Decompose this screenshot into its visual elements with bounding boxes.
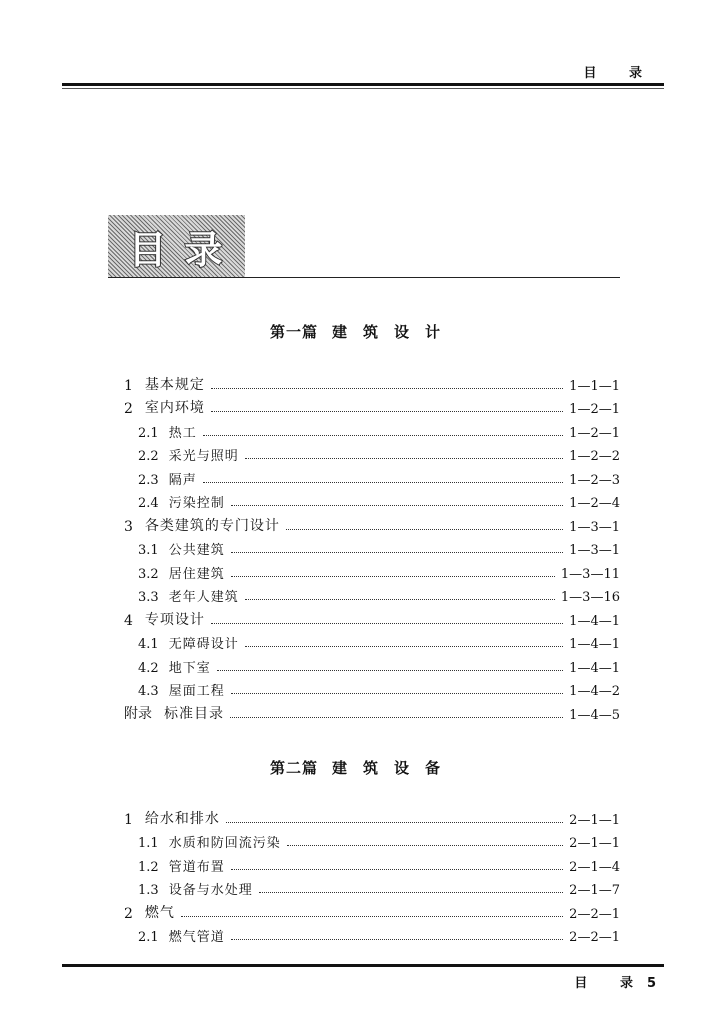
part1-prefix: 第一篇 (269, 323, 318, 341)
toc-entry-label: 室内环境 (144, 400, 205, 416)
toc-entry-number: 1.1 (138, 836, 159, 851)
toc-entry-label: 老年人建筑 (168, 590, 239, 605)
toc-entry (124, 417, 620, 441)
toc-entry-number: 4.2 (138, 660, 159, 676)
toc-entry (124, 558, 620, 582)
toc-entry-number: 2.1 (138, 425, 159, 441)
toc-entry-label: 设备与水处理 (168, 883, 253, 898)
toc-entry-page: 1—2—4 (569, 496, 620, 511)
part2-toc (124, 804, 620, 945)
toc-entry-label: 居住建筑 (168, 566, 225, 582)
footer-title: 目 录 (574, 976, 647, 991)
toc-entry (124, 582, 620, 606)
toc-entry (124, 629, 620, 653)
toc-entry (124, 511, 620, 535)
toc-entry-label: 地下室 (168, 660, 211, 676)
toc-leader-dots (245, 458, 563, 459)
running-footer (574, 972, 656, 991)
toc-entry-number: 3.3 (138, 590, 159, 605)
toc-leader-dots (231, 869, 563, 870)
toc-entry-page: 1—3—1 (569, 519, 620, 535)
toc-entry (124, 441, 620, 465)
contents-banner (108, 215, 245, 278)
toc-entry (124, 535, 620, 559)
toc-leader-dots (230, 717, 563, 718)
toc-entry (124, 652, 620, 676)
toc-entry-label: 管道布置 (168, 859, 225, 875)
toc-entry (124, 851, 620, 875)
toc-entry-label: 无障碍设计 (168, 637, 239, 652)
toc-entry-page: 1—2—1 (569, 425, 620, 441)
toc-leader-dots (203, 482, 563, 483)
toc-leader-dots (211, 623, 563, 624)
toc-entry-page: 1—2—1 (569, 402, 620, 417)
toc-leader-dots (217, 670, 563, 671)
toc-entry-number: 3.2 (138, 566, 159, 582)
footer-rule (62, 964, 664, 967)
toc-entry-page: 1—2—2 (569, 449, 620, 464)
toc-leader-dots (231, 552, 563, 553)
toc-entry-number: 4.1 (138, 637, 159, 652)
toc-entry-label: 基本规定 (144, 376, 205, 393)
toc-leader-dots (226, 822, 563, 823)
toc-leader-dots (231, 693, 563, 694)
toc-entry-number: 2.1 (138, 930, 159, 945)
toc-entry-number: 2.2 (138, 449, 159, 464)
part2-title: 建筑设备 (332, 759, 457, 777)
toc-leader-dots (245, 599, 555, 600)
toc-entry (124, 464, 620, 488)
banner-underline (108, 277, 620, 278)
part1-toc (124, 370, 620, 723)
toc-leader-dots (211, 411, 563, 412)
toc-entry (124, 488, 620, 512)
toc-entry-label: 燃气 (144, 904, 175, 921)
toc-leader-dots (231, 505, 563, 506)
toc-entry-number: 1.2 (138, 859, 159, 875)
toc-entry-label: 采光与照明 (168, 449, 239, 464)
toc-entry-label: 燃气管道 (168, 930, 225, 945)
toc-entry-number: 2 (124, 401, 133, 417)
toc-entry-number: 2.3 (138, 472, 159, 488)
toc-entry-label: 污染控制 (168, 496, 225, 511)
toc-entry-page: 1—3—1 (569, 543, 620, 558)
toc-leader-dots (231, 576, 555, 577)
toc-leader-dots (245, 646, 563, 647)
toc-entry-page: 1—4—5 (569, 707, 620, 723)
toc-leader-dots (286, 529, 563, 530)
toc-entry (124, 676, 620, 700)
toc-entry-number: 4.3 (138, 684, 159, 699)
footer-page-number: 5 (646, 976, 656, 991)
toc-entry-number: 3.1 (138, 543, 159, 558)
toc-entry-label: 公共建筑 (168, 543, 225, 558)
toc-leader-dots (211, 388, 563, 389)
toc-entry-page: 1—1—1 (569, 378, 620, 394)
toc-entry-page: 1—3—11 (560, 566, 620, 582)
toc-entry-label: 热工 (168, 425, 197, 441)
part1-heading (0, 321, 726, 342)
toc-entry-number: 4 (124, 612, 133, 629)
toc-entry-page: 1—4—1 (569, 660, 620, 676)
toc-entry-page: 2—2—1 (569, 906, 620, 922)
toc-entry (124, 898, 620, 922)
toc-leader-dots (287, 845, 563, 846)
toc-entry-page: 2—1—4 (569, 859, 620, 875)
toc-leader-dots (181, 916, 563, 917)
toc-entry (124, 828, 620, 852)
toc-leader-dots (259, 892, 563, 893)
toc-entry-page: 1—4—2 (569, 684, 620, 699)
toc-entry-label: 屋面工程 (168, 684, 225, 699)
toc-leader-dots (231, 939, 563, 940)
toc-entry-page: 2—1—1 (569, 812, 620, 828)
toc-entry-label: 水质和防回流污染 (168, 836, 281, 851)
toc-entry (124, 875, 620, 899)
toc-entry-page: 1—2—3 (569, 472, 620, 488)
toc-entry-number: 2.4 (138, 496, 159, 511)
toc-entry-page: 1—3—16 (560, 590, 620, 605)
toc-entry (124, 605, 620, 629)
part1-title: 建筑设计 (332, 323, 457, 341)
toc-entry-label: 专项设计 (144, 611, 205, 628)
toc-entry-label: 各类建筑的专门设计 (144, 517, 280, 534)
toc-entry-page: 2—1—7 (569, 883, 620, 898)
toc-entry-number: 3 (124, 518, 133, 535)
toc-entry-number: 附录 (124, 705, 152, 722)
toc-entry-label: 标准目录 (164, 705, 224, 722)
toc-entry-label: 隔声 (168, 472, 197, 488)
toc-leader-dots (203, 435, 563, 436)
part2-prefix: 第二篇 (269, 759, 318, 777)
toc-entry-page: 1—4—1 (569, 637, 620, 652)
toc-entry-page: 1—4—1 (569, 613, 620, 629)
header-rule (62, 83, 664, 86)
part2-heading (0, 757, 726, 778)
toc-entry-page: 2—2—1 (569, 930, 620, 945)
contents-banner-text: 目录 (128, 228, 241, 272)
toc-entry-number: 1 (124, 811, 133, 828)
toc-entry (124, 804, 620, 828)
toc-entry (124, 699, 620, 723)
toc-entry (124, 394, 620, 418)
toc-entry-number: 1.3 (138, 883, 159, 898)
toc-entry-number: 1 (124, 377, 133, 394)
toc-entry-label: 给水和排水 (144, 810, 220, 827)
toc-entry-page: 2—1—1 (569, 836, 620, 851)
toc-entry (124, 922, 620, 946)
running-header-title: 目 录 (583, 66, 656, 81)
toc-entry (124, 370, 620, 394)
toc-entry-number: 2 (124, 905, 133, 922)
header-rule-thin (62, 88, 664, 89)
